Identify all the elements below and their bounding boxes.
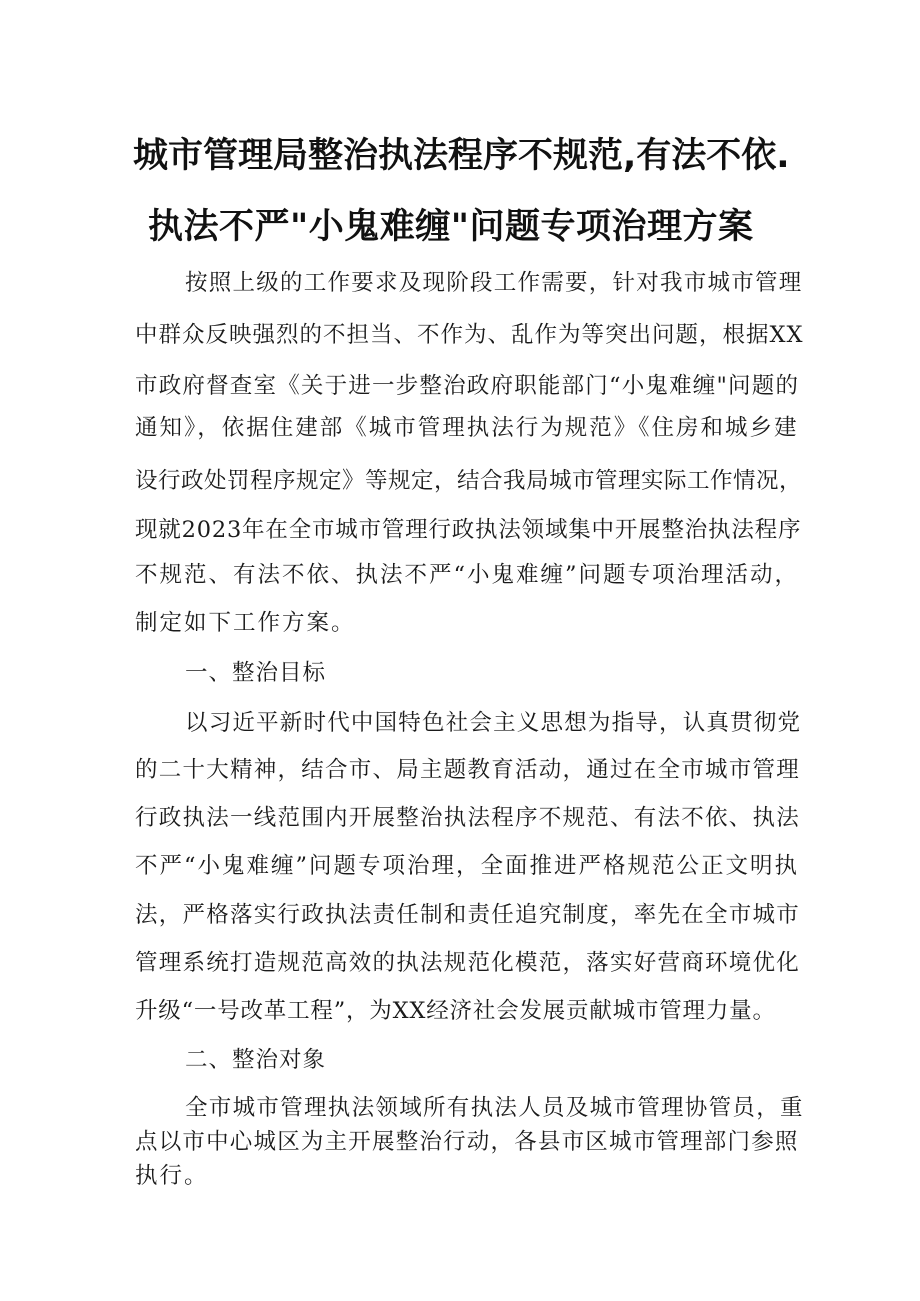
intro-line: 通知》，依据住建部《城市管理执法行为规范》《住房和城乡建 (135, 415, 799, 441)
goals-line: 行政执法一线范围内开展整治执法程序不规范、有法不依、执法 (135, 805, 801, 831)
intro-line: 设行政处罚程序规定》等规定，结合我局城市管理实际工作情况， (135, 468, 803, 494)
goals-line: 升级“一号改革工程”，为XX经济社会发展贡献城市管理力量。 (135, 998, 776, 1024)
targets-line: 点以市中心城区为主开展整治行动，各县市区城市管理部门参照 (135, 1129, 799, 1155)
document-title-line-2: 执法不严"小鬼难缠"问题专项治理方案 (148, 207, 754, 247)
intro-line: 市政府督查室《关于进一步整治政府职能部门“小鬼难缠"问题的 (135, 373, 800, 399)
intro-line: 现就2023年在全市城市管理行政执法领域集中开展整治执法程序 (135, 517, 802, 543)
goals-line: 以习近平新时代中国特色社会主义思想为指导，认真贯彻党 (185, 710, 802, 736)
goals-line: 法，严格落实行政执法责任制和责任追究制度，率先在全市城市 (135, 902, 801, 928)
intro-line: 按照上级的工作要求及现阶段工作需要，针对我市城市管理 (185, 270, 803, 296)
goals-line: 管理系统打造规范高效的执法规范化模范，落实好营商环境优化 (135, 950, 801, 976)
intro-line: 不规范、有法不依、执法不严“小鬼难缠”问题专项治理活动， (135, 562, 800, 588)
section-heading-goals: 一、整治目标 (185, 660, 327, 686)
section-heading-targets: 二、整治对象 (185, 1047, 327, 1073)
document-title-line-1: 城市管理局整治执法程序不规范,有法不依. (133, 136, 790, 176)
goals-line: 的二十大精神，结合市、局主题教育活动，通过在全市城市管理 (135, 757, 801, 783)
intro-line: 中群众反映强烈的不担当、不作为、乱作为等突出问题，根据XX (135, 322, 804, 348)
targets-line: 全市城市管理执法领域所有执法人员及城市管理协管员，重 (185, 1095, 804, 1121)
goals-line: 不严“小鬼难缠”问题专项治理，全面推进严格规范公正文明执 (135, 853, 800, 879)
targets-line: 执行。 (135, 1163, 209, 1189)
intro-line: 制定如下工作方案。 (135, 610, 356, 636)
